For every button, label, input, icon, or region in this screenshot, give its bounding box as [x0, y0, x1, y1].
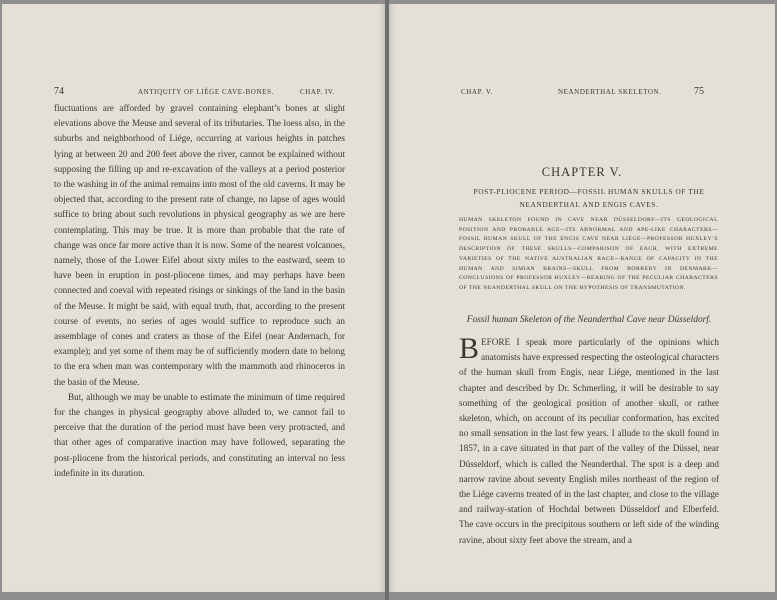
left-page [2, 4, 385, 592]
chapter-title: CHAPTER V. [541, 165, 623, 179]
chapter-synopsis: HUMAN SKELETON FOUND IN CAVE NEAR DÜSSELDORF—ITS GEOLOGICAL POSITION AND PROBABLE AGE—ITS ABNORMAL AND APE-LIKE CHARACTERS—FOSSIL HUMAN SKULL OF THE ENGIS CAVE NEAR LIÉGE—PROFESSOR HUXLEY’S DESCRIPTION OF THESE SKULLS—COMPARISON OF EACH, WITH EXTREME VARIETIES OF THE NATIVE AUSTRALIAN RACE—RANGE OF CAPACITY IN THE HUMAN AND SIMIAN BRAINS—SKULL FROM BORREBY IN DENMARK—CONCLUSIONS OF PROFESSOR HUXLEY—BEARING OF THE PECULIAR CHARACTERS OF THE NEANDERTHAL SKULL ON THE HYPOTHESIS OF TRANSMUTATION. [459, 217, 718, 291]
left-running-head: ANTIQUITY OF LIÉGE CAVE-BONES. [138, 88, 274, 96]
left-chapter-label: CHAP. IV. [300, 88, 336, 96]
right-running-head: NEANDERTHAL SKELETON. [558, 88, 662, 96]
left-paragraph-1: fluctuations are afforded by gravel containing elephant’s bones at slight elevations above the Meuse and several of its tributaries. The loess also, in the suburbs and neighborhood of Liége, occurring at various heights in patches lying at between 20 and 200 feet above the river, cannot be explained without supposing the filling up and re-excavation of the valleys at a period posterior to the washing in of the animal remains into most of the old caverns. It may be objected that, according to the present rate of change, no lapse of ages would suffice to bring about such revolutions in physical geography as we are here contemplating. This may be true. It is more than probable that the rate of change was once far more active than it is now. Some of the nearest volcanoes, namely, those of the Lower Eifel about sixty miles to the eastward, seem to have been in eruption in post-pliocene times, and may perhaps have been connected and coeval with repeated risings or sinkings of the land in the basin of the Meuse. It might be said, with equal truth, that, according to the present course of events, no series of ages would suffice to reproduce such an assemblage of cones and craters as those of the Eifel (near Andernach, for example); and yet some of them may be of sufficiently modern date to belong to the era when man was contemporary with the mammoth and rhinoceros in the basin of the Meuse. [54, 103, 345, 387]
left-paragraph-2: But, although we may be unable to estimate the minimum of time required for the changes in physical geography above alluded to, we cannot fail to perceive that the duration of the period must have been very protracted, and that other ages of comparative inaction may have followed, separating the post-pliocene from the historical periods, and constituting an interval no less indefinite in its duration. [54, 391, 345, 478]
drop-cap: B [459, 332, 480, 365]
right-body-text [459, 332, 720, 548]
right-paragraph [459, 332, 720, 548]
right-page [389, 4, 775, 592]
right-paragraph-text: speak more particularly of the opinions which anatomists have expressed respecting the osteological characters of the human skull from Engis, near Liége, mentioned in the last chapter and described by Dr. Schmerling, it will be desirable to say something of the geological position of another skull, or rather skeleton, which, on account of its peculiar conformation, has excited no small sensation in the last few years. I allude to the skull found in 1857, in a cave situated in that part of the valley of the Düssel, near Düsseldorf, which is called the Neanderthal. The spot is a deep and narrow ravine about seventy English miles northeast of the region of the Liége caverns treated of in the last chapter, and close to the village and railway-station of Hochdal between Düsseldorf and Elberfeld. The cave occurs in the precipitous southern or left side of the winding ravine, about sixty feet above the stream, and a [459, 337, 720, 545]
left-page-number: 74 [54, 86, 64, 97]
right-chapter-label: CHAP. V. [461, 88, 493, 96]
chapter-subtitle: POST-PLIOCENE PERIOD—FOSSIL HUMAN SKULLS OF THE NEANDERTHAL AND ENGIS CAVES. [473, 187, 705, 209]
left-body-text [54, 101, 345, 481]
opening-words: EFORE I [481, 337, 520, 347]
section-title: Fossil human Skeleton of the Neanderthal Cave near Düsseldorf. [466, 315, 712, 325]
right-page-number: 75 [694, 86, 704, 97]
